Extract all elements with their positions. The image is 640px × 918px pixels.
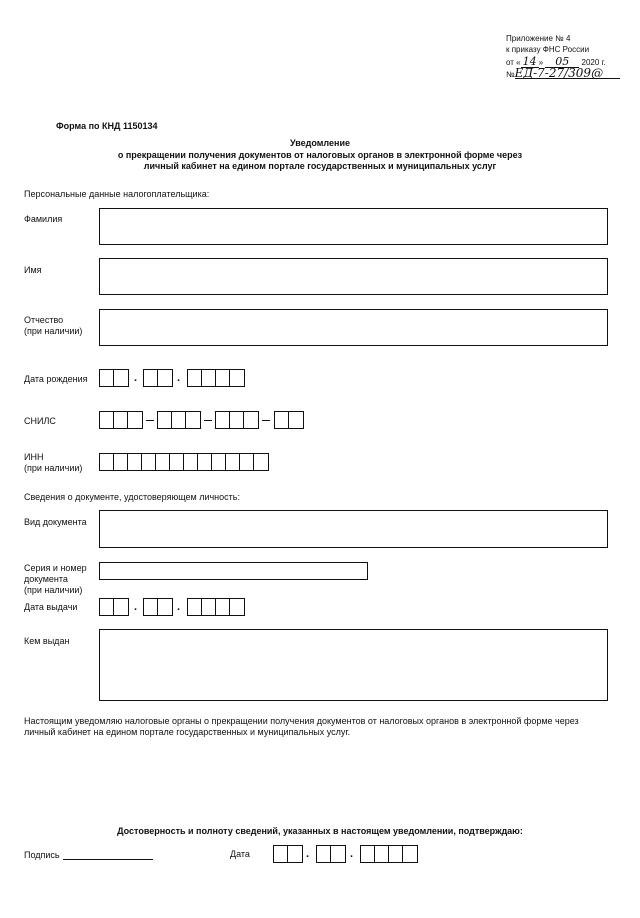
issued-by-label: Кем выдан — [24, 636, 70, 646]
inn-label: ИНН — [24, 452, 44, 462]
order-month: 05 — [545, 57, 579, 68]
date-mid: » — [538, 58, 544, 67]
surname-field[interactable] — [99, 208, 608, 245]
personal-section-heading: Персональные данные налогоплательщика: — [24, 189, 210, 199]
title-line-2: о прекращении получения документов от налоговых органов в электронной форме через — [117, 150, 523, 160]
snils-dash — [146, 420, 154, 421]
snils-group-4[interactable] — [274, 411, 304, 429]
patronymic-note: (при наличии) — [24, 326, 83, 336]
name-field[interactable] — [99, 258, 608, 295]
snils-group-2[interactable] — [157, 411, 201, 429]
series-number-field[interactable] — [99, 562, 368, 580]
birth-day-cells[interactable] — [99, 369, 129, 387]
issue-month-cells[interactable] — [143, 598, 173, 616]
signature-label: Подпись — [24, 850, 60, 860]
patronymic-label: Отчество — [24, 315, 64, 325]
snils-group-1[interactable] — [99, 411, 143, 429]
birth-month-cells[interactable] — [143, 369, 173, 387]
order-year: 2020 г. — [581, 58, 606, 67]
series-label: Серия и номер — [24, 563, 87, 573]
title-line-3: личный кабинет на едином портале государственных и муниципальных услуг — [143, 161, 497, 171]
order-label: к приказу ФНС России — [506, 45, 590, 54]
snils-dash — [262, 420, 270, 421]
order-day: 14 — [522, 55, 537, 68]
issue-year-cells[interactable] — [187, 598, 245, 616]
notice-line-2: личный кабинет на едином портале государственных и муниципальных услуг. — [24, 727, 351, 737]
order-number: ЕД-7-27/309@ — [515, 68, 620, 79]
birth-year-cells[interactable] — [187, 369, 245, 387]
issue-date-label: Дата выдачи — [24, 602, 78, 612]
issue-day-cells[interactable] — [99, 598, 129, 616]
inn-cells[interactable] — [99, 453, 269, 471]
date-dot: . — [306, 848, 310, 860]
sign-day-cells[interactable] — [273, 845, 303, 863]
series-note: (при наличии) — [24, 585, 83, 595]
date-label: Дата — [230, 849, 250, 859]
snils-dash — [204, 420, 212, 421]
sign-year-cells[interactable] — [360, 845, 418, 863]
title-line-1: Уведомление — [289, 138, 350, 148]
signature-line[interactable] — [63, 859, 153, 860]
doc-type-label: Вид документа — [24, 517, 87, 527]
date-dot: . — [177, 372, 181, 384]
series-label-2: документа — [24, 574, 68, 584]
birth-date-label: Дата рождения — [24, 374, 88, 384]
document-section-heading: Сведения о документе, удостоверяющем личность: — [24, 492, 240, 502]
date-dot: . — [134, 601, 138, 613]
date-dot: . — [350, 848, 354, 860]
date-dot: . — [134, 372, 138, 384]
surname-label: Фамилия — [24, 214, 63, 224]
snils-group-3[interactable] — [215, 411, 259, 429]
inn-note: (при наличии) — [24, 463, 83, 473]
doc-type-field[interactable] — [99, 510, 608, 548]
notice-line-1: Настоящим уведомляю налоговые органы о прекращении получения документов от налоговых органов в электронной форме через — [24, 716, 579, 726]
date-prefix: от « — [506, 58, 521, 67]
number-prefix: № — [506, 70, 515, 79]
order-number-line — [506, 68, 626, 80]
date-dot: . — [177, 601, 181, 613]
name-label: Имя — [24, 265, 42, 275]
patronymic-field[interactable] — [99, 309, 608, 346]
confirmation-text: Достоверность и полноту сведений, указанных в настоящем уведомлении, подтверждаю: — [117, 826, 523, 836]
form-code: Форма по КНД 1150134 — [56, 121, 158, 131]
sign-month-cells[interactable] — [316, 845, 346, 863]
issued-by-field[interactable] — [99, 629, 608, 701]
appendix-label: Приложение № 4 — [506, 34, 571, 43]
snils-label: СНИЛС — [24, 416, 56, 426]
